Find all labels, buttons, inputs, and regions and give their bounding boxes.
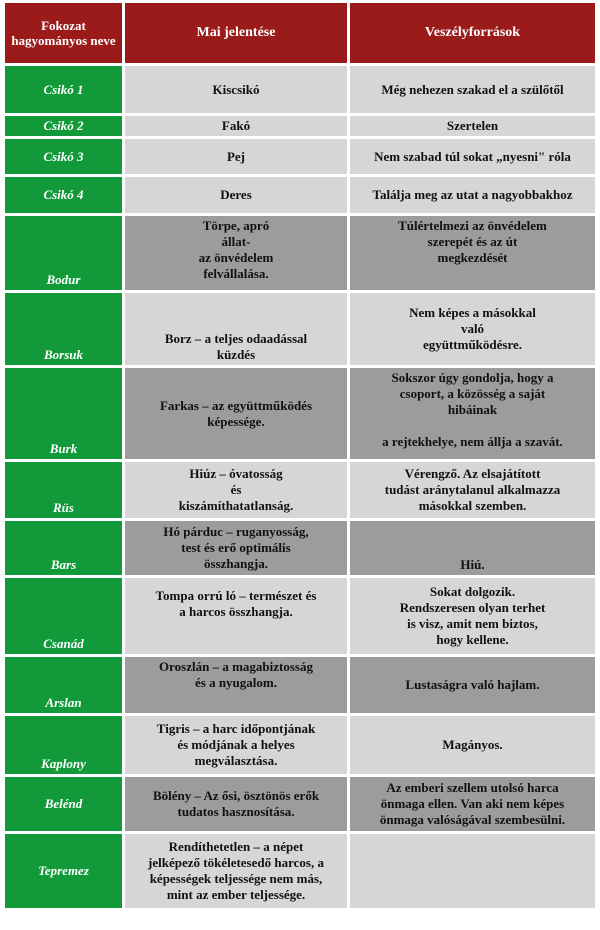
- rank-danger: Nem szabad túl sokat „nyesni" róla: [350, 139, 595, 174]
- rank-meaning: Hó párduc – ruganyosság, test és erő optimális összhangja.: [125, 521, 347, 575]
- rank-danger: [350, 834, 595, 908]
- header-meaning: Mai jelentése: [125, 3, 347, 63]
- rank-danger: Még nehezen szakad el a szülőtől: [350, 66, 595, 113]
- rank-meaning: Tigris – a harc időpontjának és módjának a helyes megválasztása.: [125, 716, 347, 774]
- header-rank-name: Fokozat hagyományos neve: [5, 3, 122, 63]
- rank-danger: Túlértelmezi az önvédelem szerepét és az út megkezdését: [350, 216, 595, 290]
- table-row: [5, 177, 595, 213]
- rank-name: Tepremez: [5, 834, 122, 908]
- table-row: [5, 116, 595, 136]
- rank-table: [2, 0, 598, 911]
- table-row: [5, 657, 595, 713]
- rank-name: Bars: [5, 521, 122, 575]
- rank-name: Csikó 1: [5, 66, 122, 113]
- rank-meaning: Kiscsikó: [125, 66, 347, 113]
- rank-danger: Sokat dolgozik. Rendszeresen olyan terhet is visz, amit nem biztos, hogy kellene.: [350, 578, 595, 654]
- rank-name: Csikó 2: [5, 116, 122, 136]
- table-row: [5, 139, 595, 174]
- rank-name: Kaplony: [5, 716, 122, 774]
- rank-name: Borsuk: [5, 293, 122, 365]
- rank-danger: Nem képes a másokkal való együttműködésre.: [350, 293, 595, 365]
- rank-name: Rüs: [5, 462, 122, 518]
- table-row: [5, 716, 595, 774]
- rank-danger: Találja meg az utat a nagyobbakhoz: [350, 177, 595, 213]
- rank-name: Bodur: [5, 216, 122, 290]
- table-row: [5, 578, 595, 654]
- rank-name: Csikó 4: [5, 177, 122, 213]
- rank-meaning: Pej: [125, 139, 347, 174]
- rank-danger: Sokszor úgy gondolja, hogy a csoport, a közösség a saját hibáinak a rejtekhelye, nem állja a szavát.: [350, 368, 595, 459]
- table-header-row: [5, 3, 595, 63]
- table-row: [5, 462, 595, 518]
- rank-danger: Lustaságra való hajlam.: [350, 657, 595, 713]
- table-row: [5, 293, 595, 365]
- rank-meaning: Farkas – az együttműködés képessége.: [125, 368, 347, 459]
- rank-danger: Az emberi szellem utolsó harca önmaga ellen. Van aki nem képes önmaga valóságával szembesülni.: [350, 777, 595, 831]
- rank-meaning: Rendíthetetlen – a népet jelképező tökéletesedő harcos, a képességek teljessége nem más, mint az ember teljessége.: [125, 834, 347, 908]
- rank-name: Burk: [5, 368, 122, 459]
- rank-name: Csanád: [5, 578, 122, 654]
- rank-name: Arslan: [5, 657, 122, 713]
- rank-danger: Vérengző. Az elsajátított tudást aránytalanul alkalmazza másokkal szemben.: [350, 462, 595, 518]
- table-row: [5, 216, 595, 290]
- rank-meaning: Oroszlán – a magabiztosság és a nyugalom.: [125, 657, 347, 713]
- table-row: [5, 368, 595, 459]
- rank-meaning: Tompa orrú ló – természet és a harcos összhangja.: [125, 578, 347, 654]
- rank-meaning: Borz – a teljes odaadással küzdés: [125, 293, 347, 365]
- rank-danger: Magányos.: [350, 716, 595, 774]
- table-row: [5, 66, 595, 113]
- rank-name: Belénd: [5, 777, 122, 831]
- rank-meaning: Hiúz – óvatosság és kiszámíthatatlanság.: [125, 462, 347, 518]
- rank-name: Csikó 3: [5, 139, 122, 174]
- rank-meaning: Törpe, apró állat- az önvédelem felvállalása.: [125, 216, 347, 290]
- rank-danger: Hiú.: [350, 521, 595, 575]
- table-row: [5, 777, 595, 831]
- header-dangers: Veszélyforrások: [350, 3, 595, 63]
- table-row: [5, 521, 595, 575]
- rank-meaning: Fakó: [125, 116, 347, 136]
- table-row: [5, 834, 595, 908]
- rank-meaning: Deres: [125, 177, 347, 213]
- rank-meaning: Bölény – Az ősi, ösztönös erők tudatos hasznosítása.: [125, 777, 347, 831]
- rank-danger: Szertelen: [350, 116, 595, 136]
